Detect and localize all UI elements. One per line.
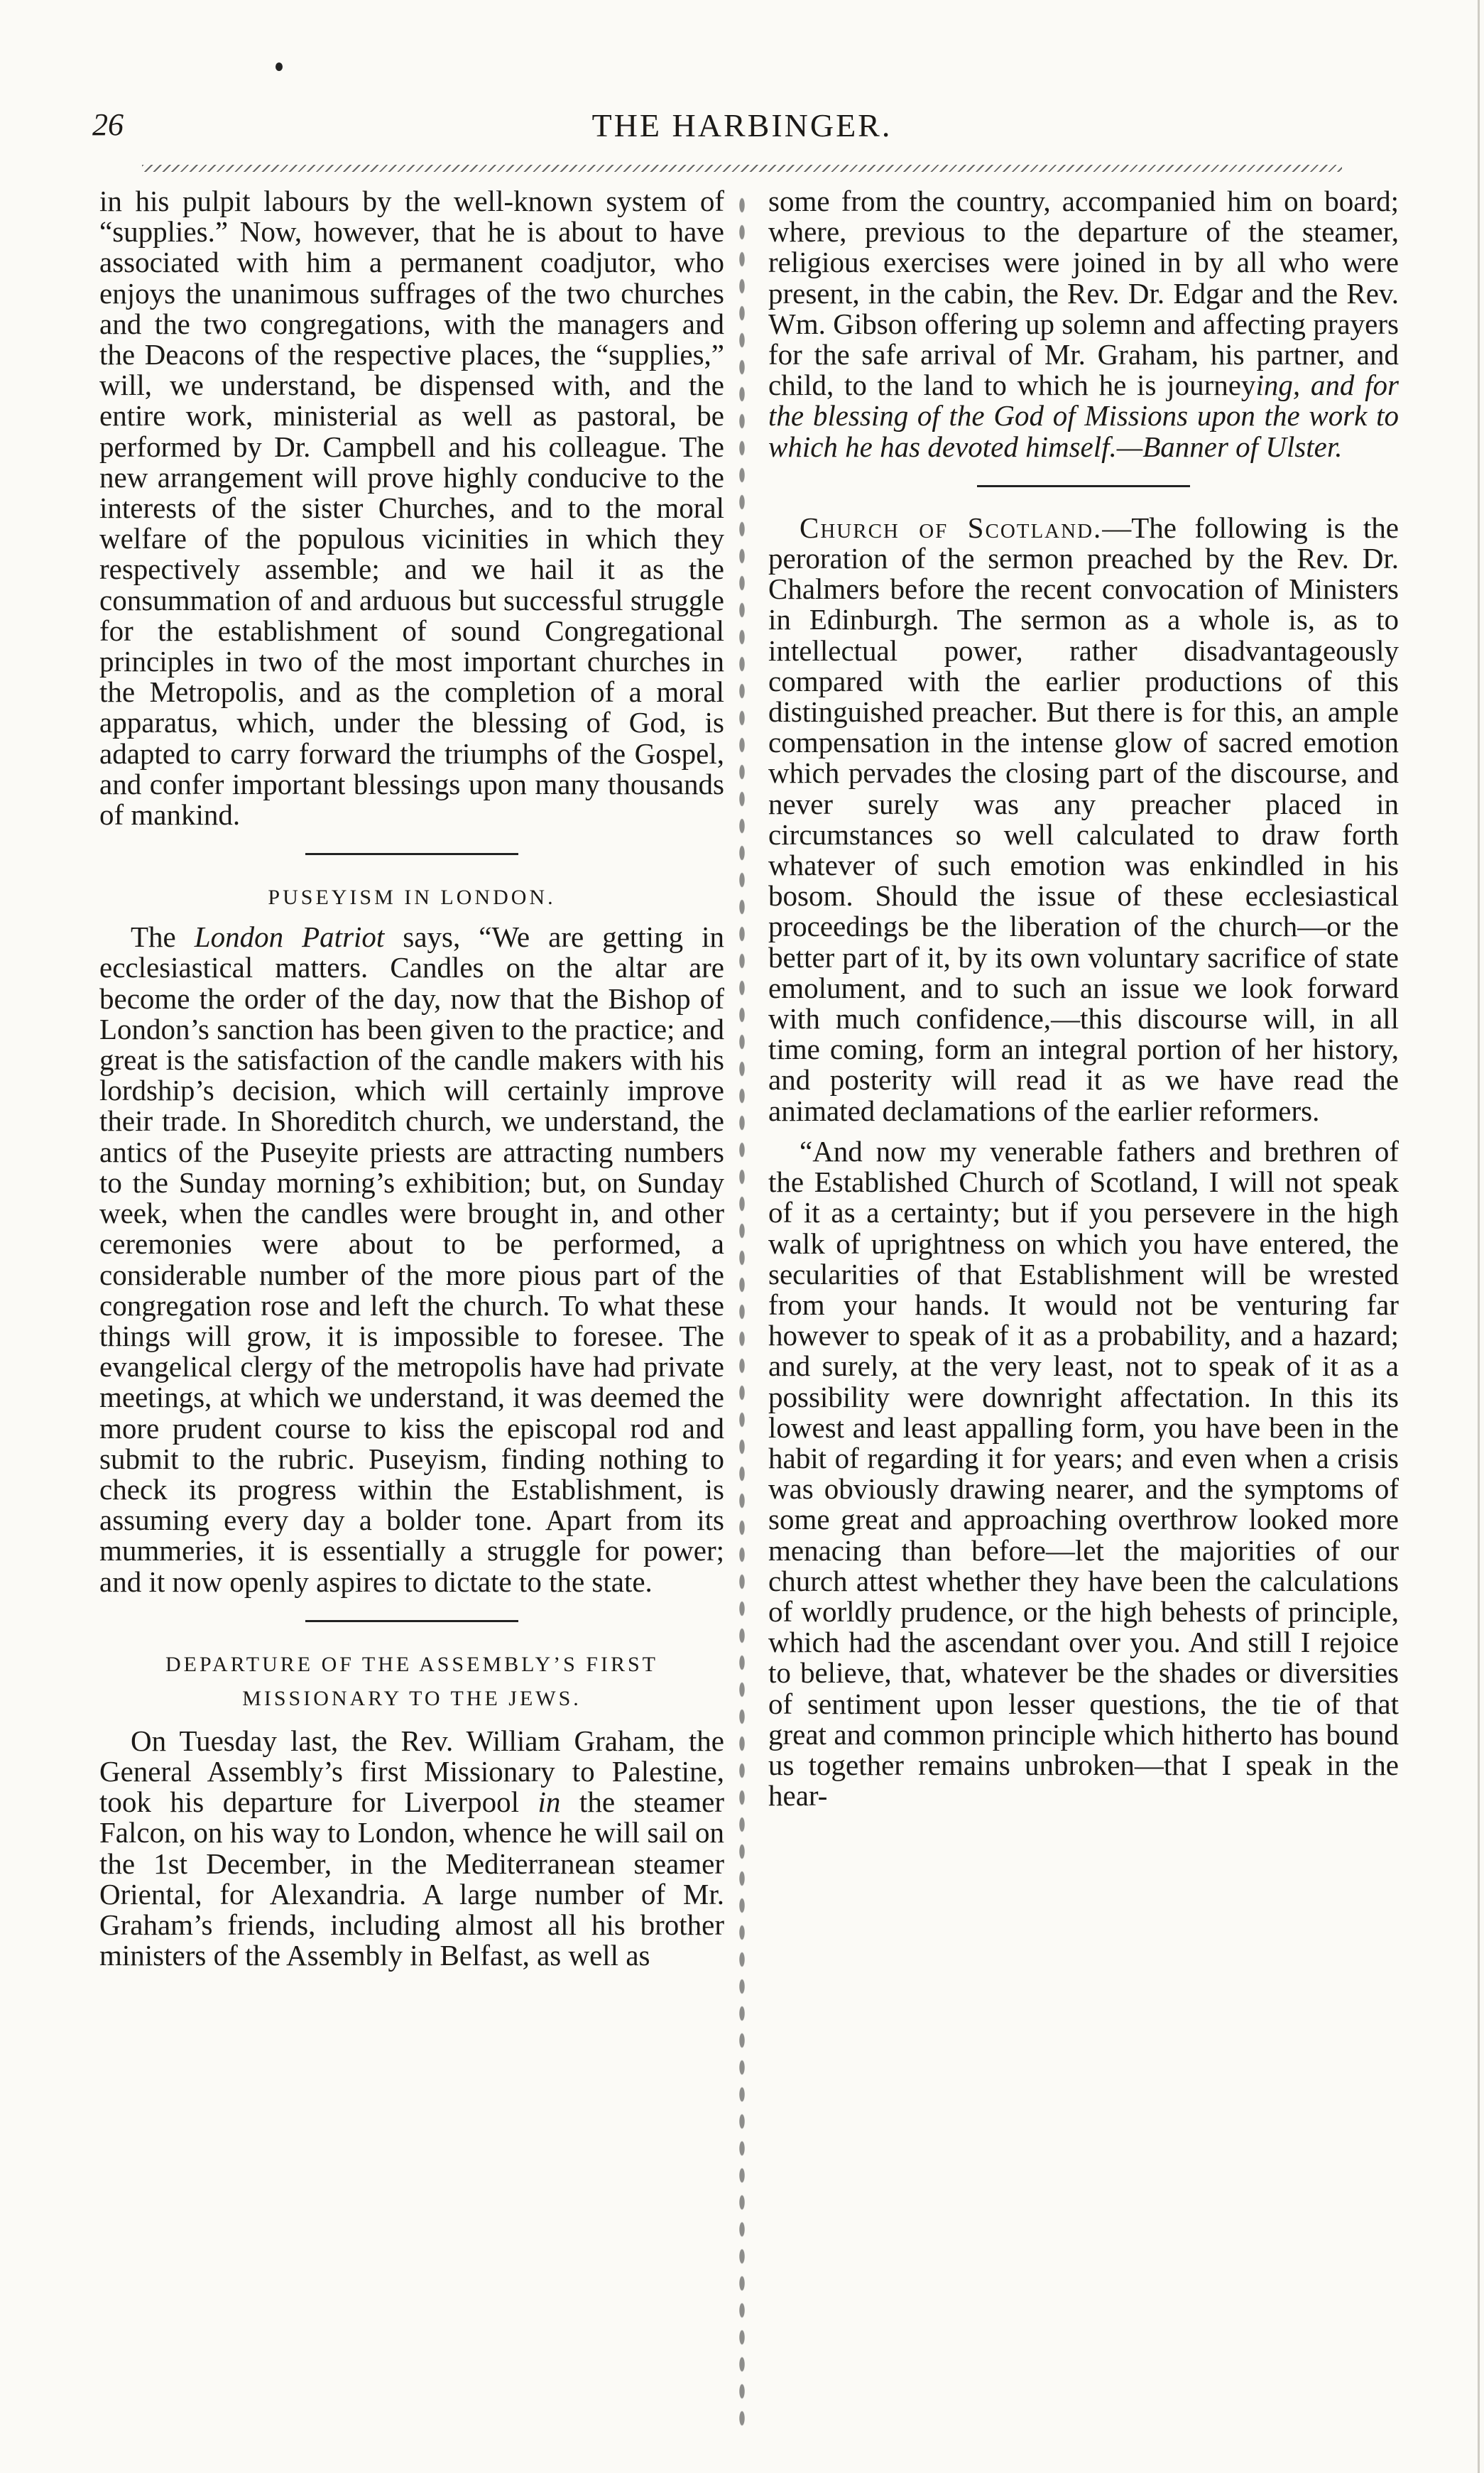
article-body-church <box>768 513 1399 1126</box>
article-body-departure <box>99 1726 724 1972</box>
left-column <box>99 186 724 2445</box>
italic-run: in <box>538 1786 561 1819</box>
heading-line: MISSIONARY TO THE JEWS. <box>242 1686 582 1710</box>
page-header <box>92 107 1392 149</box>
page-number: 26 <box>92 107 124 142</box>
page-edge <box>1478 0 1480 2473</box>
header-rule <box>142 165 1342 172</box>
text-run: The <box>131 920 195 954</box>
running-head: THE HARBINGER. <box>591 107 893 143</box>
section-rule <box>977 485 1190 487</box>
text-run: says, “We are getting in ecclesiastical matters. Candles on the altar are become the order of the day, now that the Bishop of London’s sanction has been given to the practice; and great is the satisfaction of the candle makers with his lordship’s decision, which will certainly improve their trade. In Shoreditch church, we understand, the antics of the Puseyite priests are attracting numbers to the Sunday morning’s exhibition; but, on Sunday week, when the candles were brought in, and other ceremonies were about to be performed, a considerable number of the more pious part of the congregation rose and left the church. To what these things will grow, it is impossible to foresee. The evangelical clergy of the metropolis have had private meetings, at which we understand, it was deemed the more prudent course to kiss the episcopal rod and submit to the rubric. Puseyism, finding nothing to check its progress within the Establishment, is assuming every day a bolder tone. Apart from its mummeries, it is essentially a struggle for power; and it now openly aspires to dictate to the state. <box>99 920 724 1598</box>
continued-paragraph <box>768 186 1399 462</box>
article-heading-puseyism: PUSEYISM IN LONDON. <box>268 886 556 910</box>
section-rule <box>305 853 518 855</box>
column-divider <box>737 192 747 2436</box>
quotation-paragraph: “And now my venerable fathers and brethren of the Established Church of Scotland, I will not speak of it as a certainty; but if you persevere in the high walk of uprightness on which you have entered, the secularities of that Establishment will be wrested from your hands. It would not be venturing far however to speak of it as a probability, and a hazard; and surely, at the very least, not to speak of it as a possibility were downright affectation. In this its lowest and least appalling form, you have been in the habit of regarding it for years; and even when a crisis was obviously drawing nearer, and the symptoms of some great and approaching overthrow looked more menacing than before—let the majorities of our church attest whether they have been the calculations of worldly prudence, or the high behests of principle, which had the ascendant over you. And still I rejoice to believe, that, whatever be the shades or diversities of sentiment upon lesser questions, the tie of that great and common principle which hitherto has bound us together remains unbroken—that I speak in the hear- <box>768 1134 1399 1812</box>
article-heading-departure <box>99 1648 724 1716</box>
text-run: the steamer Falcon, on his way to London, whence he will sail on the 1st December, in the Mediterranean steamer Oriental, for Alexandria. A large number of Mr. Graham’s friends, including almost all his brother ministers of the Assembly in Belfast, as well as <box>99 1786 724 1972</box>
section-rule <box>305 1620 518 1622</box>
continued-paragraph: in his pulpit labours by the well-known system of “supplies.” Now, however, that he is about to have associated with him a permanent coadjutor, who enjoys the unanimous suffrages of the two churches and the two congregations, with the managers and the Deacons of the respective places, the “supplies,” will, we understand, be dispensed with, and the entire work, ministerial as well as pastoral, be performed by Dr. Campbell and his colleague. The new arrangement will prove highly conducive to the interests of the sister Churches, and to the moral welfare of the populous vicinities in which they respectively assemble; and we hail it as the consummation of and arduous but successful struggle for the establishment of sound Congregational principles in two of the most important churches in the Metropolis, and as the completion of a moral apparatus, which, under the blessing of God, is adapted to carry forward the triumphs of the Gospel, and confer important blessings upon many thousands of mankind. <box>99 186 724 832</box>
publication-title: London Patriot <box>194 920 385 954</box>
ink-speck <box>275 62 283 71</box>
article-body-puseyism <box>99 922 724 1597</box>
right-column <box>768 186 1399 2445</box>
italic-run: ing, and for the blessing of the God of Missions upon the work to which he has devoted himself.—Banner of Ulster. <box>768 369 1399 463</box>
text-run: On Tuesday last, the Rev. William Graham, the General Assembly’s first Missionary to Palestine, took his departure for Liverpool <box>99 1724 724 1819</box>
text-run: —The following is the peroration of the sermon preached by the Rev. Dr. Chalmers before the recent convocation of Ministers in Edinburgh. The sermon as a whole is, as to intellectual power, rather disadvantageously compared with the earlier productions of this distinguished preacher. But there is for this, an ample compensation in the intense glow of sacred emotion which pervades the closing part of the discourse, and never surely was any preacher placed in circumstances so well calculated to draw forth whatever of such emotion was enkindled in his bosom. Should the issue of these ecclesiastical proceedings be the liberation of the church—or the better part of it, by its own voluntary sacrifice of state emolument, and to such an issue we look forward with much confidence,—this discourse will, in all time coming, form an integral portion of her history, and posterity will read it as we have read the animated declamations of the earlier reformers. <box>768 511 1399 1127</box>
text-run: some from the country, accompanied him on board; where, previous to the departure of the steamer, religious exercises were joined in by all who were present, in the cabin, the Rev. Dr. Edgar and the Rev. Wm. Gibson offering up solemn and affecting prayers for the safe arrival of Mr. Graham, his partner, and child, to the land to which he is journey <box>768 186 1399 402</box>
heading-line: DEPARTURE OF THE ASSEMBLY’S FIRST <box>165 1652 658 1676</box>
article-lead-in: Church of Scotland. <box>800 511 1103 544</box>
